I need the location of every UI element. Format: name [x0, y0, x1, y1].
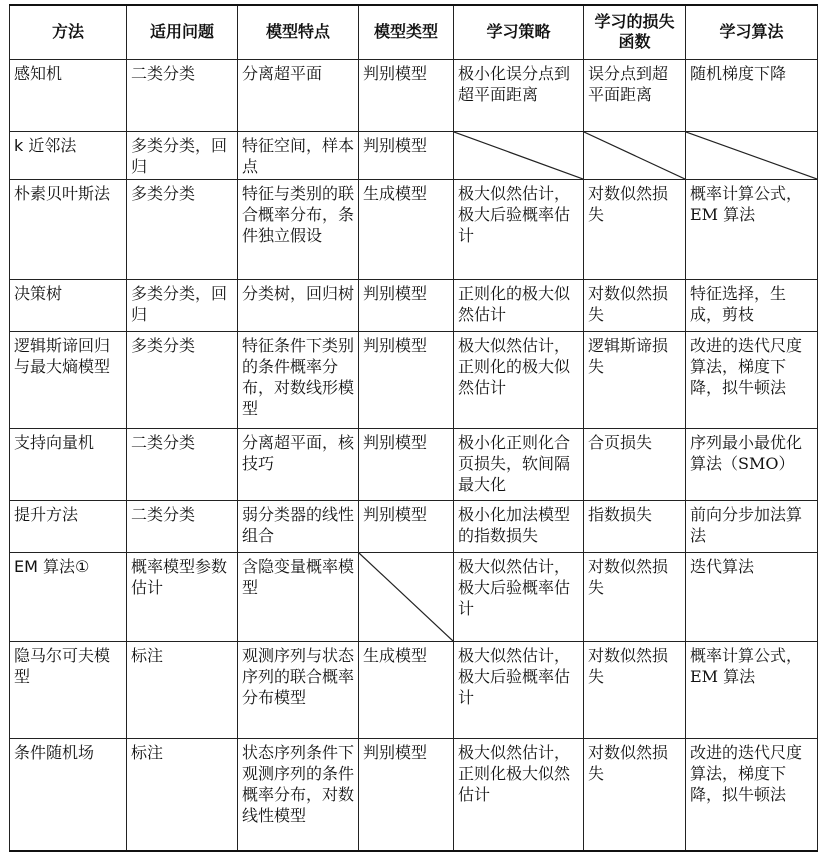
- cell-text: 决策树: [14, 283, 63, 303]
- table-row: [10, 641, 818, 738]
- cell-text: 判别模型: [363, 504, 428, 524]
- cell-loss-function: [584, 641, 686, 738]
- cell-model-type: [359, 131, 454, 179]
- cell-text: 分离超平面，核技巧: [242, 432, 355, 473]
- not-applicable-cell: [359, 552, 454, 641]
- cell-method: [10, 331, 127, 428]
- cell-text: 随机梯度下降: [690, 63, 787, 83]
- table-row: [10, 500, 818, 552]
- cell-model-features: [238, 59, 359, 131]
- cell-text: 弱分类器的线性组合: [242, 504, 355, 545]
- cell-model-features: [238, 641, 359, 738]
- cell-learning-strategy: [454, 179, 584, 279]
- not-applicable-cell: [454, 131, 584, 179]
- cell-model-features: [238, 500, 359, 552]
- cell-method: [10, 738, 127, 851]
- cell-text: 判别模型: [363, 135, 428, 155]
- cell-model-features: [238, 131, 359, 179]
- cell-text: 隐马尔可夫模型: [14, 645, 111, 686]
- methods-comparison-table: [9, 4, 818, 852]
- cell-text: 迭代算法: [690, 556, 755, 576]
- table-row: [10, 279, 818, 331]
- cell-learning-algorithm: [686, 428, 818, 500]
- diagonal-slash-icon: [359, 553, 453, 641]
- table-body: [10, 59, 818, 851]
- cell-text: 支持向量机: [14, 432, 95, 452]
- cell-text: 正则化的极大似然估计: [458, 283, 571, 324]
- cell-loss-function: [584, 279, 686, 331]
- table-row: [10, 179, 818, 279]
- cell-text: 极小化误分点到超平面距离: [458, 63, 571, 104]
- table-row: [10, 331, 818, 428]
- cell-text: 极大似然估计，极大后验概率估计: [458, 556, 571, 618]
- cell-loss-function: [584, 428, 686, 500]
- cell-text: 判别模型: [363, 335, 428, 355]
- cell-learning-strategy: [454, 641, 584, 738]
- cell-method: [10, 179, 127, 279]
- header-row: [10, 5, 818, 59]
- cell-text: 二类分类: [131, 432, 196, 452]
- cell-learning-algorithm: [686, 641, 818, 738]
- header-learning-algorithm: 学习算法: [686, 5, 818, 59]
- cell-text: 判别模型: [363, 63, 428, 83]
- cell-model-type: [359, 738, 454, 851]
- cell-text: 感知机: [14, 63, 63, 83]
- cell-applicable-problem: [127, 641, 238, 738]
- not-applicable-cell: [584, 131, 686, 179]
- cell-text: 极小化正则化合页损失，软间隔最大化: [458, 432, 571, 494]
- cell-model-type: [359, 428, 454, 500]
- cell-method: [10, 279, 127, 331]
- header-learning-strategy: 学习策略: [454, 5, 584, 59]
- methods-comparison-table-wrapper: [9, 4, 817, 852]
- diagonal-line: [454, 132, 583, 179]
- cell-applicable-problem: [127, 179, 238, 279]
- cell-text: 指数损失: [588, 504, 653, 524]
- cell-applicable-problem: [127, 279, 238, 331]
- cell-text: 标注: [131, 645, 164, 665]
- cell-method: [10, 552, 127, 641]
- cell-learning-algorithm: [686, 59, 818, 131]
- header-model-features: 模型特点: [238, 5, 359, 59]
- cell-learning-strategy: [454, 59, 584, 131]
- cell-learning-strategy: [454, 331, 584, 428]
- cell-learning-algorithm: [686, 738, 818, 851]
- diagonal-line: [584, 132, 685, 179]
- cell-text: 多类分类: [131, 335, 196, 355]
- cell-applicable-problem: [127, 131, 238, 179]
- cell-model-type: [359, 500, 454, 552]
- cell-text: 分离超平面: [242, 63, 323, 83]
- cell-learning-strategy: [454, 500, 584, 552]
- cell-model-features: [238, 428, 359, 500]
- diagonal-line: [686, 132, 817, 179]
- cell-learning-strategy: [454, 738, 584, 851]
- cell-text: 分类树，回归树: [242, 283, 355, 303]
- cell-text: 对数似然损失: [588, 283, 669, 324]
- cell-model-type: [359, 641, 454, 738]
- cell-learning-algorithm: [686, 179, 818, 279]
- cell-text: 概率模型参数估计: [131, 556, 228, 597]
- cell-method: [10, 131, 127, 179]
- cell-applicable-problem: [127, 331, 238, 428]
- cell-text: 合页损失: [588, 432, 653, 452]
- cell-text: 对数似然损失: [588, 742, 669, 783]
- cell-text: 特征空间，样本点: [242, 135, 355, 176]
- cell-method: [10, 500, 127, 552]
- cell-text: k 近邻法: [14, 135, 77, 155]
- cell-text: 多类分类: [131, 183, 196, 203]
- cell-text: 极大似然估计，正则化极大似然估计: [458, 742, 571, 804]
- cell-model-features: [238, 279, 359, 331]
- cell-text: 观测序列与状态序列的联合概率分布模型: [242, 645, 355, 707]
- cell-text: 多类分类，回归: [131, 283, 228, 324]
- cell-loss-function: [584, 59, 686, 131]
- cell-learning-algorithm: [686, 500, 818, 552]
- cell-method: [10, 428, 127, 500]
- cell-loss-function: [584, 331, 686, 428]
- cell-text: 概率计算公式，EM 算法: [690, 645, 803, 686]
- cell-loss-function: [584, 552, 686, 641]
- cell-text: 极大似然估计，正则化的极大似然估计: [458, 335, 571, 397]
- cell-text: 改进的迭代尺度算法，梯度下降，拟牛顿法: [690, 742, 803, 804]
- cell-applicable-problem: [127, 500, 238, 552]
- cell-text: 条件随机场: [14, 742, 95, 762]
- cell-model-features: [238, 179, 359, 279]
- cell-text: 对数似然损失: [588, 556, 669, 597]
- cell-text: 二类分类: [131, 504, 196, 524]
- cell-text: 状态序列条件下观测序列的条件概率分布，对数线性模型: [242, 742, 355, 825]
- diagonal-line: [359, 553, 453, 641]
- cell-text: 朴素贝叶斯法: [14, 183, 111, 203]
- cell-model-type: [359, 279, 454, 331]
- header-loss-function: 学习的损失函数: [584, 5, 686, 59]
- cell-text: EM 算法①: [14, 556, 90, 576]
- table-row: [10, 552, 818, 641]
- cell-text: 极大似然估计，极大后验概率估计: [458, 645, 571, 707]
- cell-model-type: [359, 179, 454, 279]
- cell-text: 判别模型: [363, 432, 428, 452]
- header-applicable-problem: 适用问题: [127, 5, 238, 59]
- cell-text: 生成模型: [363, 183, 428, 203]
- cell-learning-algorithm: [686, 331, 818, 428]
- cell-text: 前向分步加法算法: [690, 504, 803, 545]
- cell-applicable-problem: [127, 428, 238, 500]
- cell-model-type: [359, 59, 454, 131]
- cell-text: 特征与类别的联合概率分布，条件独立假设: [242, 183, 355, 245]
- cell-text: 特征条件下类别的条件概率分布，对数线形模型: [242, 335, 355, 418]
- cell-method: [10, 641, 127, 738]
- cell-text: 多类分类，回归: [131, 135, 228, 176]
- cell-text: 含隐变量概率模型: [242, 556, 355, 597]
- cell-text: 二类分类: [131, 63, 196, 83]
- table-row: [10, 131, 818, 179]
- cell-text: 改进的迭代尺度算法，梯度下降，拟牛顿法: [690, 335, 803, 397]
- cell-text: 概率计算公式，EM 算法: [690, 183, 803, 224]
- cell-text: 误分点到超平面距离: [588, 63, 669, 104]
- table-header: [10, 5, 818, 59]
- cell-learning-strategy: [454, 552, 584, 641]
- diagonal-slash-icon: [454, 132, 583, 179]
- diagonal-slash-icon: [686, 132, 817, 179]
- cell-model-features: [238, 331, 359, 428]
- cell-model-features: [238, 738, 359, 851]
- cell-learning-algorithm: [686, 552, 818, 641]
- cell-text: 生成模型: [363, 645, 428, 665]
- cell-loss-function: [584, 179, 686, 279]
- not-applicable-cell: [686, 131, 818, 179]
- cell-text: 极小化加法模型的指数损失: [458, 504, 571, 545]
- cell-applicable-problem: [127, 59, 238, 131]
- cell-model-type: [359, 331, 454, 428]
- cell-text: 提升方法: [14, 504, 79, 524]
- header-method: 方法: [10, 5, 127, 59]
- table-row: [10, 428, 818, 500]
- cell-text: 判别模型: [363, 283, 428, 303]
- table-row: [10, 738, 818, 851]
- cell-text: 特征选择，生成，剪枝: [690, 283, 787, 324]
- cell-text: 判别模型: [363, 742, 428, 762]
- cell-learning-strategy: [454, 279, 584, 331]
- cell-text: 序列最小最优化算法（SMO）: [690, 432, 803, 473]
- cell-text: 标注: [131, 742, 164, 762]
- cell-text: 逻辑斯谛回归与最大熵模型: [14, 335, 111, 376]
- cell-text: 对数似然损失: [588, 645, 669, 686]
- cell-loss-function: [584, 500, 686, 552]
- cell-model-features: [238, 552, 359, 641]
- cell-text: 极大似然估计，极大后验概率估计: [458, 183, 571, 245]
- header-model-type: 模型类型: [359, 5, 454, 59]
- table-row: [10, 59, 818, 131]
- cell-text: 对数似然损失: [588, 183, 669, 224]
- cell-applicable-problem: [127, 552, 238, 641]
- diagonal-slash-icon: [584, 132, 685, 179]
- cell-learning-strategy: [454, 428, 584, 500]
- cell-text: 逻辑斯谛损失: [588, 335, 669, 376]
- cell-learning-algorithm: [686, 279, 818, 331]
- cell-loss-function: [584, 738, 686, 851]
- cell-applicable-problem: [127, 738, 238, 851]
- cell-method: [10, 59, 127, 131]
